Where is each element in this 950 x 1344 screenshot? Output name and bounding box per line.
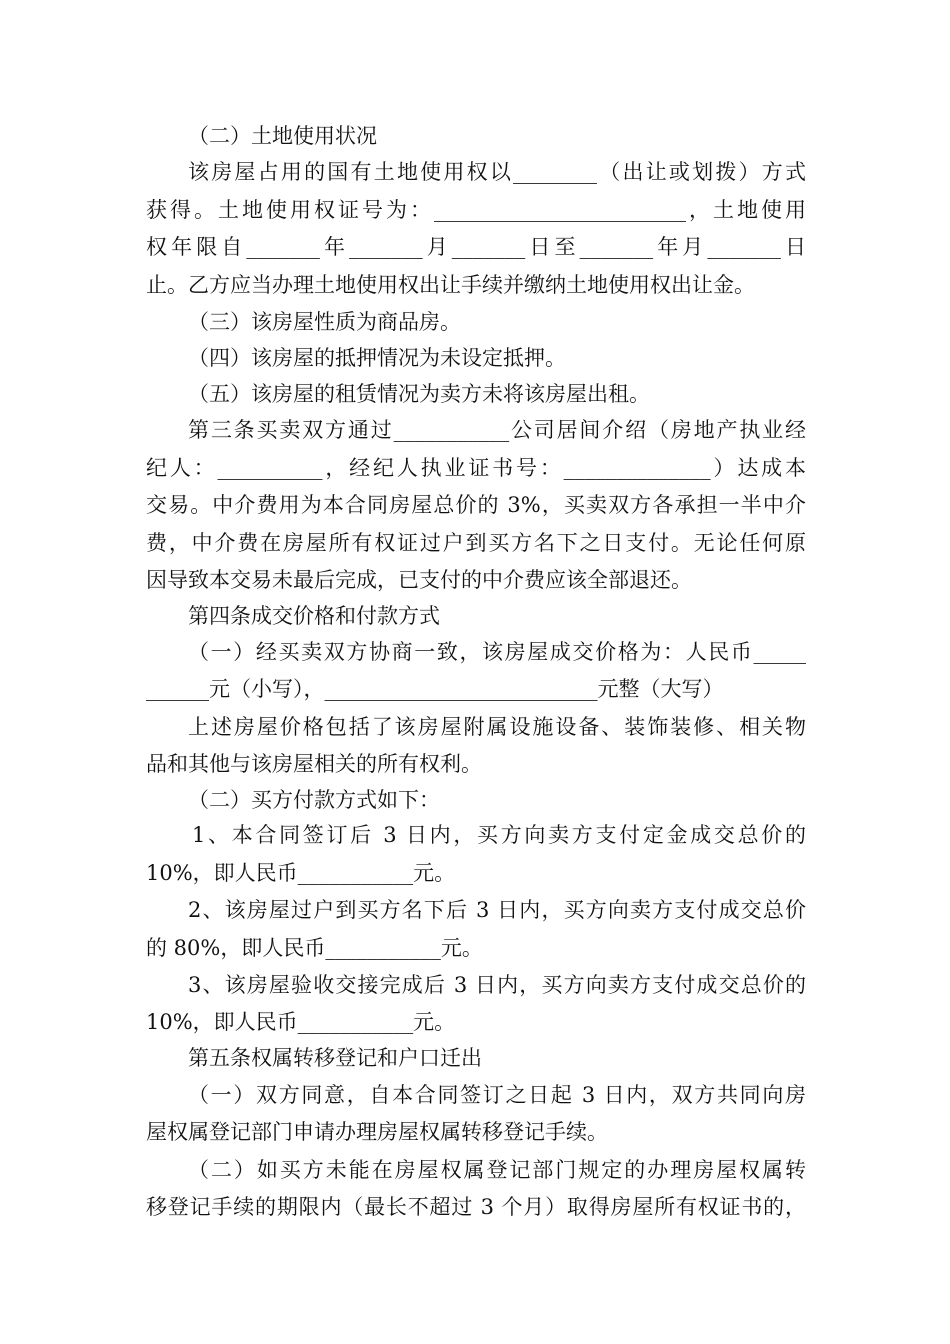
text-line: 10%，即人民币___________元。 — [146, 861, 456, 885]
text-line: （二）土地使用状况 — [188, 124, 377, 148]
text-line: 第三条买卖双方通过___________公司居间介绍（房地产执业经 — [188, 418, 806, 442]
text-line: 第五条权属转移登记和户口迁出 — [188, 1046, 482, 1070]
text-line: 3、该房屋验收交接完成后 3 日内，买方向卖方支付成交总价的 — [188, 973, 806, 997]
text-line: 权年限自_______年_______月_______日至_______年月_______日 — [146, 235, 806, 259]
text-line: （三）该房屋性质为商品房。 — [188, 310, 461, 334]
text-line: （一）经买卖双方协商一致，该房屋成交价格为：人民币_____ — [188, 640, 806, 664]
text-line: 的 80%，即人民币___________元。 — [146, 936, 483, 960]
text-line: （一）双方同意，自本合同签订之日起 3 日内，双方共同向房 — [188, 1083, 806, 1107]
text-line: 1、本合同签订后 3 日内，买方向卖方支付定金成交总价的 — [192, 823, 806, 847]
text-line: 屋权属登记部门申请办理房屋权属转移登记手续。 — [146, 1120, 608, 1144]
text-line: （二）买方付款方式如下： — [188, 788, 440, 812]
text-line: 费，中介费在房屋所有权证过户到买方名下之日支付。无论任何原 — [146, 531, 806, 555]
text-line: 因导致本交易未最后完成，已支付的中介费应该全部退还。 — [146, 568, 692, 592]
text-line: 该房屋占用的国有土地使用权以________（出让或划拨）方式 — [188, 160, 806, 184]
text-line: 10%，即人民币___________元。 — [146, 1010, 456, 1034]
text-line: 第四条成交价格和付款方式 — [188, 604, 440, 628]
text-line: 获得。土地使用权证号为：________________________，土地使用 — [146, 198, 806, 222]
text-line: 交易。中介费用为本合同房屋总价的 3%，买卖双方各承担一半中介 — [146, 493, 806, 517]
text-line: （五）该房屋的租赁情况为卖方未将该房屋出租。 — [188, 382, 650, 406]
text-line: 2、该房屋过户到买方名下后 3 日内，买方向卖方支付成交总价 — [188, 898, 806, 922]
text-line: （四）该房屋的抵押情况为未设定抵押。 — [188, 346, 566, 370]
text-line: 纪人：__________，经纪人执业证书号：______________）达成本 — [146, 456, 806, 480]
text-line: 止。乙方应当办理土地使用权出让手续并缴纳土地使用权出让金。 — [146, 273, 755, 297]
text-line: 品和其他与该房屋相关的所有权利。 — [146, 752, 482, 776]
text-line: （二）如买方未能在房屋权属登记部门规定的办理房屋权属转 — [188, 1158, 806, 1182]
text-line: 上述房屋价格包括了该房屋附属设施设备、装饰装修、相关物 — [188, 715, 806, 739]
text-line: ______元（小写），__________________________元整（大写） — [146, 677, 724, 701]
text-line: 移登记手续的期限内（最长不超过 3 个月）取得房屋所有权证书的， — [146, 1195, 806, 1219]
